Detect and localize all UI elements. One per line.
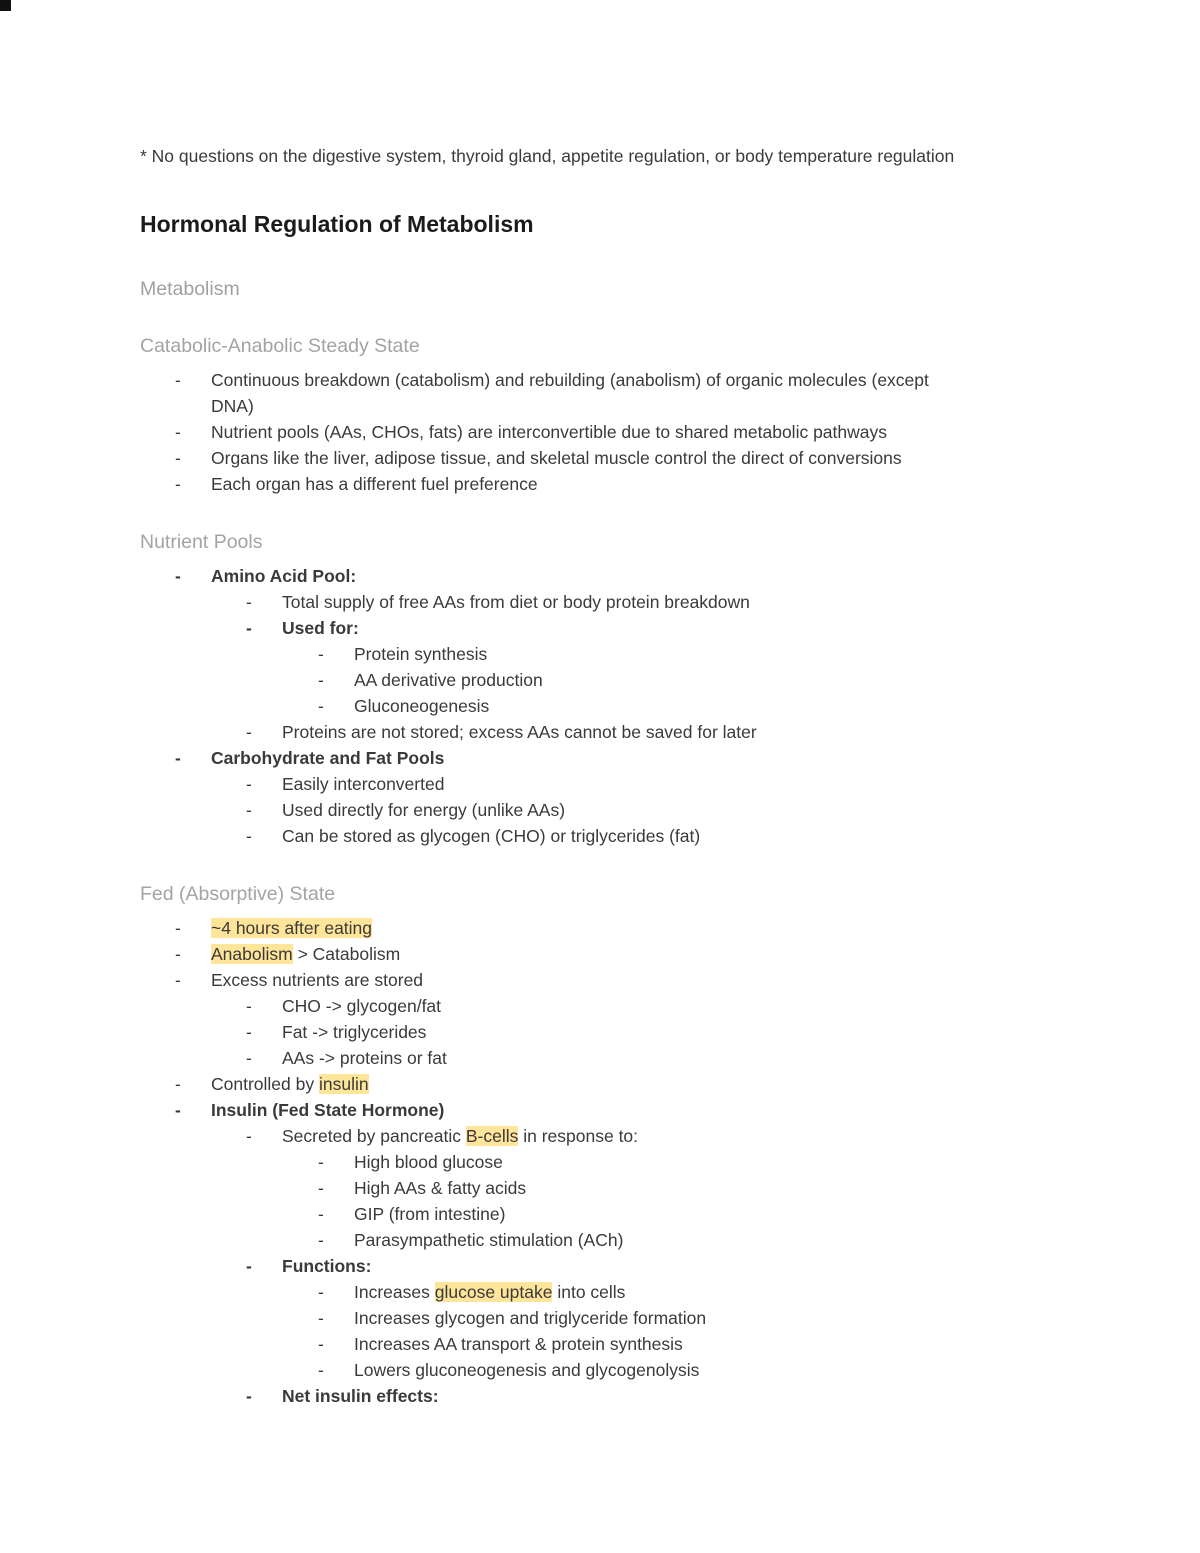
list-item-text	[282, 993, 1057, 1019]
text-run: Used for:	[282, 618, 359, 638]
list-item	[246, 823, 1057, 849]
text-run: Each organ has a different fuel preference	[211, 474, 538, 494]
list-item	[246, 589, 1057, 615]
dash-bullet: -	[318, 670, 324, 690]
list-item-text	[282, 1045, 1057, 1071]
text-run: into cells	[552, 1282, 626, 1302]
list-item-text	[211, 1097, 1057, 1123]
text-run: Proteins are not stored; excess AAs cannot be saved for later	[282, 722, 757, 742]
section-1	[140, 530, 1057, 849]
list-item	[318, 1357, 1057, 1383]
list-item-text	[354, 1149, 1057, 1175]
list-item-text	[354, 1227, 1057, 1253]
list-item-text	[211, 1071, 1057, 1097]
list-item	[175, 745, 1057, 771]
dash-bullet: -	[175, 474, 181, 494]
text-run: CHO -> glycogen/fat	[282, 996, 442, 1016]
dash-bullet: -	[175, 944, 181, 964]
section-0	[140, 334, 1057, 497]
dash-bullet: -	[175, 422, 181, 442]
list-item	[318, 1175, 1057, 1201]
bullet-list	[140, 367, 1057, 497]
list-item	[175, 367, 1057, 419]
dash-bullet: -	[318, 1308, 324, 1328]
disclaimer-note: * No questions on the digestive system, thyroid gland, appetite regulation, or body temperature regulation	[140, 146, 955, 166]
list-item	[246, 993, 1057, 1019]
text-run: High blood glucose	[354, 1152, 503, 1172]
list-item-text	[211, 563, 1057, 589]
list-item-text	[354, 1331, 1057, 1357]
dash-bullet: -	[318, 1334, 324, 1354]
list-item	[175, 563, 1057, 589]
text-run: > Catabolism	[292, 944, 401, 964]
highlighted-text: Anabolism	[211, 944, 293, 964]
sections-container	[140, 334, 1057, 1409]
list-item	[175, 1097, 1057, 1123]
dash-bullet: -	[318, 1204, 324, 1224]
text-run: Organs like the liver, adipose tissue, and skeletal muscle control the direct of conversions	[211, 448, 902, 468]
heading-metabolism: Metabolism	[140, 278, 240, 300]
list-item-text	[211, 445, 1057, 471]
text-run: Lowers gluconeogenesis and glycogenolysis	[354, 1360, 700, 1380]
list-item	[246, 771, 1057, 797]
highlighted-text: ~4 hours after eating	[211, 918, 373, 938]
list-item	[318, 1227, 1057, 1253]
text-run: Nutrient pools (AAs, CHOs, fats) are interconvertible due to shared metabolic pathways	[211, 422, 888, 442]
text-run: Easily interconverted	[282, 774, 445, 794]
dash-bullet: -	[246, 1386, 252, 1406]
dash-bullet: -	[246, 1048, 252, 1068]
text-run: Functions:	[282, 1256, 372, 1276]
highlighted-text: insulin	[318, 1074, 369, 1094]
list-item-text	[211, 471, 1057, 497]
list-item	[318, 1279, 1057, 1305]
list-item	[175, 419, 1057, 445]
text-run: in response to:	[518, 1126, 639, 1146]
list-item-text	[282, 589, 1057, 615]
list-item	[246, 1123, 1057, 1149]
list-item	[318, 693, 1057, 719]
section-heading: Catabolic-Anabolic Steady State	[140, 335, 420, 357]
dash-bullet: -	[318, 1360, 324, 1380]
dash-bullet: -	[318, 1152, 324, 1172]
corner-artifact	[0, 0, 11, 11]
text-run: DNA)	[211, 396, 254, 416]
dash-bullet: -	[175, 1074, 181, 1094]
list-item	[246, 1253, 1057, 1279]
list-item	[318, 667, 1057, 693]
highlighted-text: glucose uptake	[434, 1282, 553, 1302]
list-item-text	[354, 1357, 1057, 1383]
text-run: Insulin (Fed State Hormone)	[211, 1100, 445, 1120]
list-item	[175, 967, 1057, 993]
bullet-list	[140, 563, 1057, 849]
text-run: Increases AA transport & protein synthesis	[354, 1334, 683, 1354]
text-run: Protein synthesis	[354, 644, 488, 664]
list-item-text	[282, 719, 1057, 745]
list-item	[246, 797, 1057, 823]
text-run: Increases	[354, 1282, 435, 1302]
list-item-text	[282, 1019, 1057, 1045]
dash-bullet: -	[318, 1282, 324, 1302]
list-item-text	[354, 1175, 1057, 1201]
dash-bullet: -	[246, 1022, 252, 1042]
text-run: Fat -> triglycerides	[282, 1022, 427, 1042]
list-item	[175, 1071, 1057, 1097]
dash-bullet: -	[246, 592, 252, 612]
dash-bullet: -	[246, 722, 252, 742]
list-item-text	[282, 1123, 1057, 1149]
dash-bullet: -	[246, 774, 252, 794]
text-run: Secreted by pancreatic	[282, 1126, 466, 1146]
text-run: AA derivative production	[354, 670, 543, 690]
list-item	[246, 1019, 1057, 1045]
dash-bullet: -	[318, 1230, 324, 1250]
list-item-text	[354, 693, 1057, 719]
dash-bullet: -	[175, 370, 181, 390]
list-item	[318, 1149, 1057, 1175]
highlighted-text: B-cells	[465, 1126, 519, 1146]
text-run: AAs -> proteins or fat	[282, 1048, 447, 1068]
list-item-text	[282, 1383, 1057, 1409]
list-item	[175, 941, 1057, 967]
text-run: Excess nutrients are stored	[211, 970, 424, 990]
dash-bullet: -	[318, 1178, 324, 1198]
list-item-text	[354, 1279, 1057, 1305]
text-run: Gluconeogenesis	[354, 696, 490, 716]
list-item-text	[354, 1201, 1057, 1227]
list-item-text	[282, 771, 1057, 797]
list-item-text	[211, 367, 1057, 419]
dash-bullet: -	[246, 1126, 252, 1146]
dash-bullet: -	[175, 1100, 181, 1120]
list-item	[175, 445, 1057, 471]
section-2	[140, 882, 1057, 1409]
text-run: Continuous breakdown (catabolism) and rebuilding (anabolism) of organic molecules (except	[211, 370, 929, 390]
list-item	[246, 1383, 1057, 1409]
list-item	[246, 719, 1057, 745]
list-item-text	[211, 745, 1057, 771]
dash-bullet: -	[175, 448, 181, 468]
dash-bullet: -	[246, 826, 252, 846]
text-run: Carbohydrate and Fat Pools	[211, 748, 445, 768]
page-title: Hormonal Regulation of Metabolism	[140, 211, 534, 237]
list-item-text	[211, 967, 1057, 993]
list-item-text	[211, 419, 1057, 445]
bullet-list	[140, 915, 1057, 1409]
list-item	[175, 915, 1057, 941]
dash-bullet: -	[318, 644, 324, 664]
text-run: Net insulin effects:	[282, 1386, 439, 1406]
section-heading: Nutrient Pools	[140, 531, 263, 553]
list-item-text	[282, 615, 1057, 641]
dash-bullet: -	[318, 696, 324, 716]
list-item-text	[211, 941, 1057, 967]
list-item	[175, 471, 1057, 497]
list-item	[318, 641, 1057, 667]
list-item	[246, 1045, 1057, 1071]
dash-bullet: -	[246, 996, 252, 1016]
dash-bullet: -	[175, 918, 181, 938]
list-item-text	[211, 915, 1057, 941]
text-run: Total supply of free AAs from diet or body protein breakdown	[282, 592, 750, 612]
text-run: GIP (from intestine)	[354, 1204, 506, 1224]
list-item	[318, 1331, 1057, 1357]
list-item	[318, 1201, 1057, 1227]
list-item-text	[282, 1253, 1057, 1279]
dash-bullet: -	[246, 618, 252, 638]
list-item-text	[354, 1305, 1057, 1331]
dash-bullet: -	[175, 970, 181, 990]
dash-bullet: -	[175, 566, 181, 586]
dash-bullet: -	[175, 748, 181, 768]
list-item	[318, 1305, 1057, 1331]
list-item-text	[354, 641, 1057, 667]
text-run: Controlled by	[211, 1074, 319, 1094]
list-item-text	[354, 667, 1057, 693]
section-heading: Fed (Absorptive) State	[140, 883, 336, 905]
list-item-text	[282, 797, 1057, 823]
list-item	[246, 615, 1057, 641]
list-item-text	[282, 823, 1057, 849]
text-run: Can be stored as glycogen (CHO) or triglycerides (fat)	[282, 826, 701, 846]
text-run: Parasympathetic stimulation (ACh)	[354, 1230, 624, 1250]
text-run: Amino Acid Pool:	[211, 566, 357, 586]
dash-bullet: -	[246, 800, 252, 820]
text-run: Increases glycogen and triglyceride formation	[354, 1308, 707, 1328]
dash-bullet: -	[246, 1256, 252, 1276]
text-run: High AAs & fatty acids	[354, 1178, 527, 1198]
text-run: Used directly for energy (unlike AAs)	[282, 800, 566, 820]
